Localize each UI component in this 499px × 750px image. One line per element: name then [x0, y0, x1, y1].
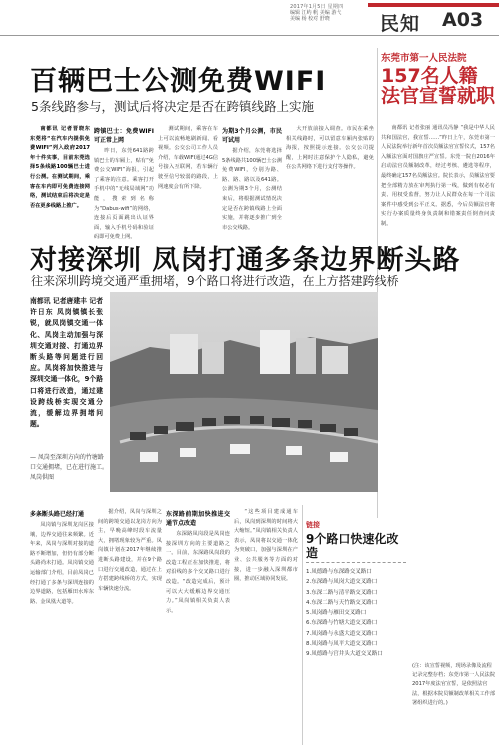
intersections-infobox: [306, 520, 406, 660]
list-item: 6.东深路与竹塘大道交叉路口: [306, 620, 378, 627]
infobox-title: 9个路口快速化改造: [306, 532, 399, 560]
story1-col3-text: 测试期间，乘客在车上可以流畅地刷新闻、看视频。公交公司工作人员介绍，车载WIFI通过4G信号接入互联网，若车辆行驶至信号较弱的路段，上网速度会有所下降。: [158, 126, 218, 190]
list-item: 8.凤岗路与凤平大道交叉路口: [306, 641, 378, 648]
column-divider: [302, 505, 303, 745]
story2-col4-text: “这些项目建成通车后，凤岗到深圳的时间将大大缩短。”凤岗镇相关负责人表示，凤岗将以交通一体化为突破口，加强与深圳在产业、公共服务等方面的对接，进一步融入深圳都市圈，推动区域协同发展。: [234, 509, 298, 583]
section-title: 民知: [380, 13, 421, 35]
story2-col3-text: 东深路凤岗段是凤岗连接深圳方向的主要道路之一。目前，东深路凤岗段的改造工程正在加快推进，将对沿线的多个交叉路口进行改造。“改造完成后，预计可以大大缓解边界交通压力。”凤岗镇相关负责人表示。: [166, 531, 230, 614]
story1-headline: 百辆巴士公测免费WIFI: [30, 66, 327, 97]
story2-col2-text: 据介绍，凤岗与深圳之间的跨境交通以龙岗方向为主，早晚高峰时段车流量大，拥堵现象较为严重。凤岗镇计划在2017年继续推进断头路建设，并在9个路口进行交通改造，通过在上方搭建跨线桥的方式，实现车辆快速分流。: [98, 509, 162, 592]
masthead: [0, 0, 499, 36]
infobox-divider: [306, 562, 406, 563]
story1-col2-heading: 跨镇巴士：免费WIFI可正常上网: [94, 128, 154, 144]
story2-lead-text: 南都讯 记者唐建丰 记者许日东 凤岗镇镇长张锐，就凤岗镇交通一体化、凤岗主动加强与深圳交通对接、打通边界断头路等问题进行回应。凤岗将加快推进与深圳交通一体化，9个路口将进行改造，通过建设跨线桥实现交通分流，缓解边界拥堵问题。: [30, 297, 103, 429]
story1-column-2: [94, 125, 154, 241]
list-item: 5.凤岗路与雁田交叉路口: [306, 610, 367, 617]
story1-col2-text: 昨日，东莞641路跨镇巴士的车厢上，贴有“免费公交WIFI”海报，引起了乘客的注意。乘客打开手机中的“无线局域网”功能，搜索到名称为“Dabus-wifi”的网络，连接后页面跳出认证界面，输入手机号码和验证码即可免费上网。: [94, 148, 154, 241]
photo-caption: — 凤岗至深圳方向的竹塘路口交通拥堵，已在进行施工。凤岗供图: [30, 454, 109, 481]
list-item: 1.凤德路与东深路交叉路口: [306, 569, 372, 575]
story2-col1-heading: 多条断头路已经打通: [30, 511, 85, 518]
story1-column-1: [30, 125, 90, 225]
masthead-editors: [290, 10, 380, 23]
story2-lead: [30, 296, 103, 430]
court-note: (注：该宣誓视频，现场录像及流程记录完整存档；东莞市第一人民法院2017年度法官宣誓，是依照法官法，根据本院员额制改革相关工作部署组织进行的。): [412, 663, 496, 706]
sidebar-court-story: [381, 50, 495, 106]
story2-column-4: [234, 508, 298, 748]
story2-column-2: [98, 508, 162, 748]
story1-column-4: [222, 125, 282, 231]
list-item: 9.凤德路与官井头大道交叉路口: [306, 651, 383, 658]
story1-col4-text: 据介绍，东莞将选择5条线路共100辆巴士公测免费WIFI，分别为路、路、路、路以及641路。公测为期3个月，公测结束后，将根据测试情况决定是否在跨镇线路上全面实施，并将逐步推广到全市公交线路。: [222, 148, 282, 231]
page-number: A03: [442, 9, 484, 31]
sidebar-kicker: 东莞市第一人民法院: [381, 53, 467, 64]
story1-column-3: [158, 125, 218, 225]
traffic-photo-illustration: [110, 292, 378, 492]
list-item: 3.东深二路与清平路交叉路口: [306, 589, 378, 596]
masthead-date: 2017年1月5日 星期四: [290, 4, 344, 10]
intersection-list: [306, 567, 406, 660]
story1-col5-text: 大开放前接入调查。市民在乘坐相关线路时，可以留意车厢内张贴的海报，按照提示连接。公交公司提醒，上网时注意保护个人隐私，避免在公共网络下进行支付等操作。: [286, 126, 374, 171]
sidebar-headline: 157名人籍法官宣誓就职: [381, 65, 496, 107]
list-item: 4.东深二路与天竹路交叉路口: [306, 599, 378, 606]
editor-line: 美编 杨 校对 舒晓: [290, 16, 330, 23]
story1-column-5: [286, 125, 374, 225]
infobox-kicker: 链接: [306, 521, 320, 529]
traffic-photo: [110, 292, 378, 492]
story1-col1-text: 南都讯 记者晋晓东 东莞将“在汽车内提供免费WIFI”列入政府2017年十件实事，目前东莞选择5条线路100辆巴士进行公测。在测试期间，乘客在车内即可免费连接网络，测试结束后将决定是否在更多线路上推广。: [30, 126, 90, 209]
masthead-accent-bar: [368, 3, 499, 7]
story2-column-1: [30, 508, 94, 748]
story1-subhead: 5条线路参与，测试后将决定是否在跨镇线路上实施: [31, 99, 314, 114]
editor-line: 编辑 江屿 帆 美编 游弋: [290, 10, 342, 16]
story2-column-3: [166, 508, 230, 748]
story2-headline: 对接深圳 凤岗打通多条边界断头路: [30, 245, 461, 276]
story2-col3-heading: 东深路前期加快推进交通节点改造: [166, 511, 230, 527]
list-item: 7.凤岗路与永盛大道交叉路口: [306, 630, 378, 637]
list-item: 2.东深路与凤岗大道交叉路口: [306, 579, 378, 586]
sidebar-body-text: 南都讯 记者张丽 通讯员冯静 “我是中华人民共和国法官，我宣誓……”昨日上午，东莞市第一人民法院举行新年首次员额法官宣誓仪式，157名入额法官面对国旗庄严宣誓。东莞一院自2016年启动法官员额制改革，经过考核、遴选等程序，最终确定157名员额法官。院长表示，员额法官要把全部精力放在审判执行第一线，做到有权必有责、用权受监督，努力让人民群众在每一个司法案件中感受到公平正义。据悉，今后员额法官将实行办案质量终身负责制和错案责任倒查问责制。: [381, 125, 495, 227]
sidebar-body: [381, 124, 495, 514]
story2-col1-text: 凤岗镇与深圳龙岗区接壤，边界交通往来频繁。近年来，凤岗与深圳对接的道路不断增加，但仍有部分断头路尚未打通。凤岗镇交通运输部门介绍，目前凤岗已经打通了多条与深圳连接的边界道路，包括雁田水库东路、金凤凰大道等。: [30, 522, 94, 605]
story2-subhead: 往来深圳跨境交通严重拥堵，9个路口将进行改造，在上方搭建跨线桥: [31, 274, 399, 288]
masthead-rule: [0, 35, 499, 36]
story1-col4-heading: 为期3个月公测，市民可试用: [222, 128, 282, 144]
